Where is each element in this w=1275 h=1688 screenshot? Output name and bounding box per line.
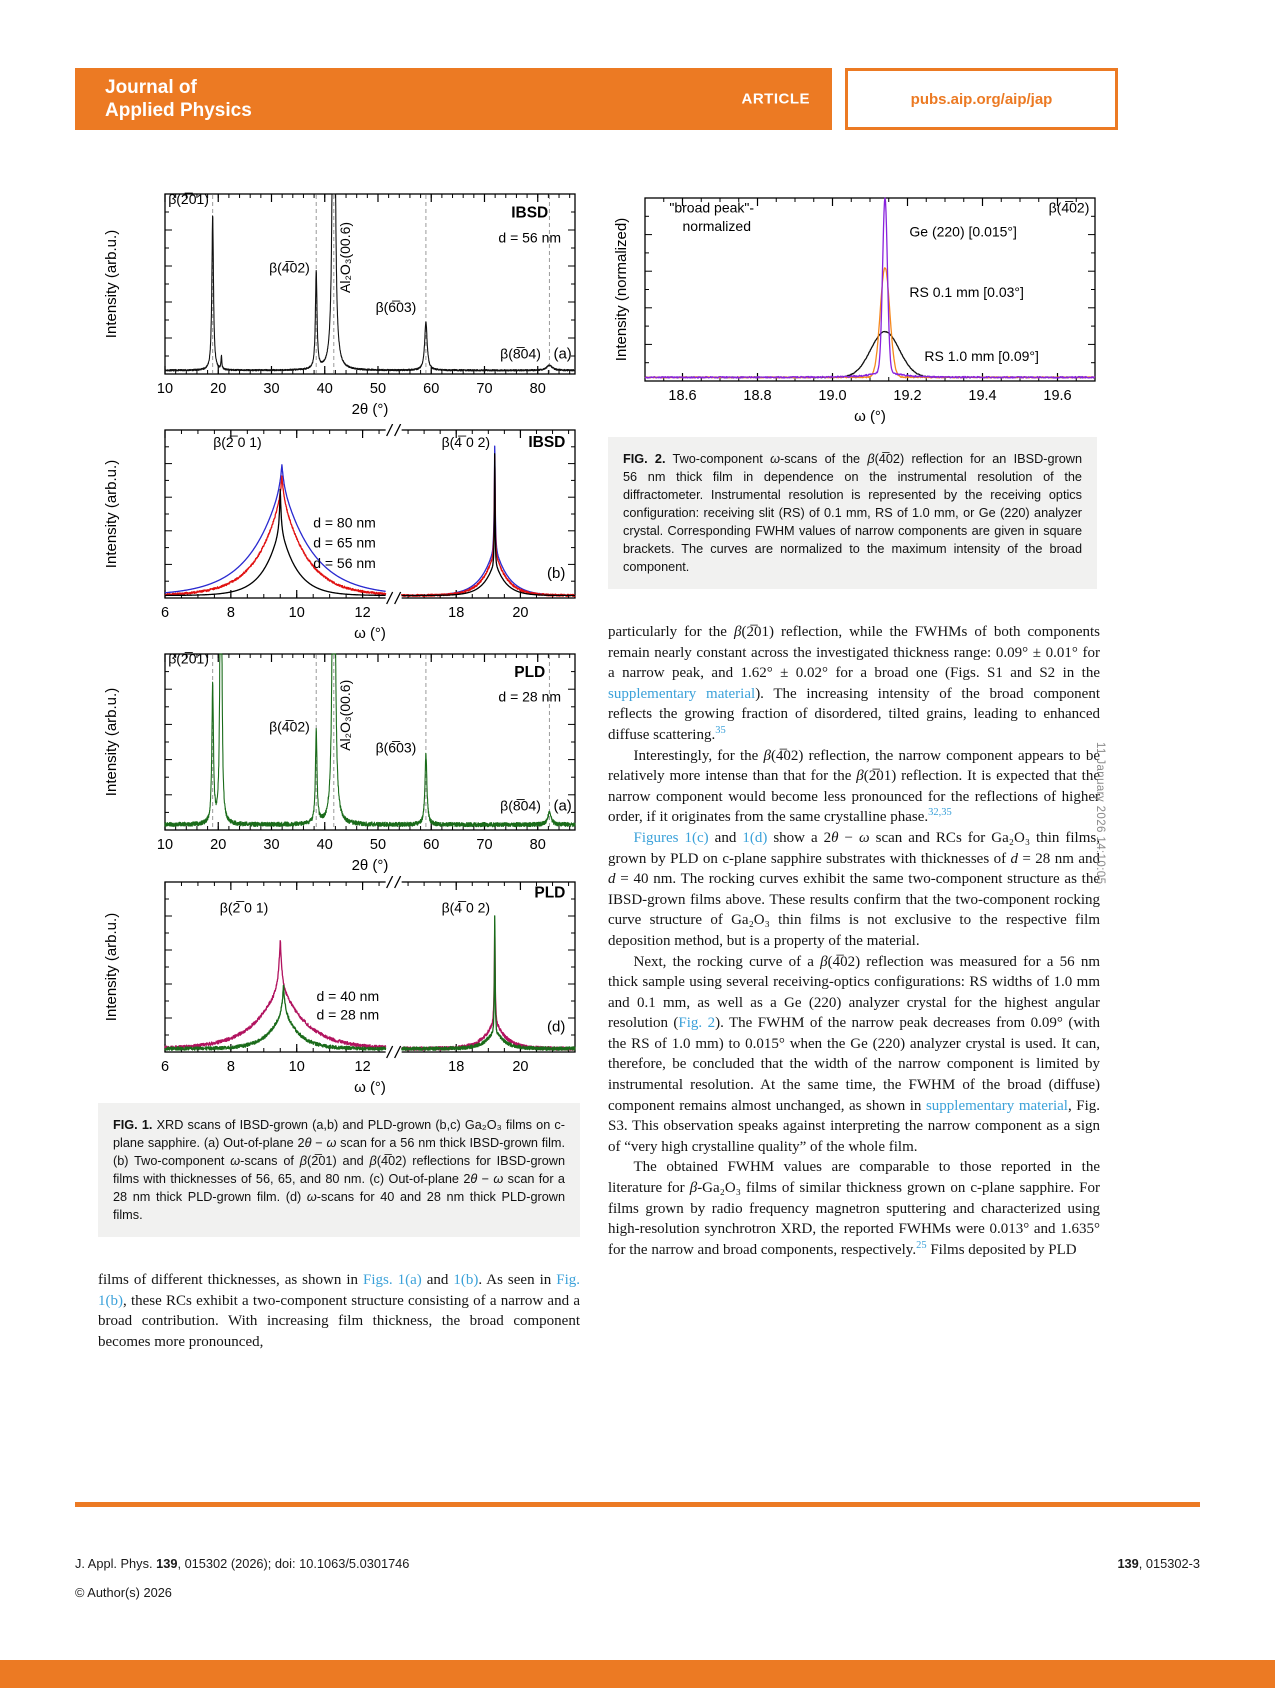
- svg-text:10: 10: [156, 837, 174, 853]
- svg-text:50: 50: [369, 837, 387, 853]
- svg-text:normalized: normalized: [682, 217, 751, 234]
- svg-text:d = 80 nm: d = 80 nm: [313, 514, 376, 531]
- right-column-text: [608, 622, 1100, 1260]
- journal-banner: [75, 68, 832, 130]
- page-number: [75, 1556, 1200, 1571]
- left-column-paragraph: [98, 1270, 580, 1352]
- text-run: = 40 nm. The rocking curves exhibit the same two-component structure as the IBSD-grown films above. These results confirm that the two-component rocking curve structure of Ga₂O₃ thin films is not exclusive to the respective film deposition method, but is a property of the material.: [608, 871, 1100, 949]
- svg-text:19.6: 19.6: [1043, 388, 1072, 404]
- fig1a-xrd-2theta-chart: [98, 188, 580, 420]
- body-paragraph: [608, 622, 1100, 746]
- svg-text:β(4̅02): β(4̅02): [269, 718, 310, 735]
- text-run: ω: [770, 452, 780, 466]
- text-run: Two-component: [665, 452, 771, 466]
- svg-text:6: 6: [160, 605, 170, 621]
- body-link[interactable]: Figs. 1(a): [363, 1272, 422, 1288]
- svg-text:2θ (°): 2θ (°): [351, 401, 389, 418]
- svg-text:(b): (b): [547, 564, 566, 582]
- svg-text:β(2̅ 0 1): β(2̅ 0 1): [213, 433, 262, 450]
- body-paragraph: [608, 746, 1100, 828]
- body-paragraph: [608, 1157, 1100, 1260]
- svg-text:80: 80: [529, 837, 546, 853]
- text-run: β: [689, 1180, 698, 1197]
- svg-text:19.4: 19.4: [968, 388, 997, 404]
- body-link[interactable]: 1(d): [742, 829, 768, 846]
- text-run: J. Appl. Phys.: [75, 1556, 157, 1571]
- svg-text:10: 10: [288, 1059, 305, 1075]
- svg-text:β(8̅04): β(8̅04): [500, 797, 541, 814]
- article-type-label: ARTICLE: [741, 90, 810, 108]
- text-run: -Ga₂O₃ films of similar thickness grown on c-plane sapphire. For films grown by radio frequency magnetron sputtering and characterized using high-resolution synchrotron XRD, the reported FWHMs were 0.013° and 1.635° for the narrow and broad components, respectively.: [608, 1180, 1100, 1258]
- text-run: ). The FWHM of the narrow peak decreases from 0.09° (with the RS of 1.0 mm) to 0.015° when the Ge (220) analyzer crystal is used. It can, therefore, be concluded that the width of the narrow component is limited by instrumental resolution. At the same time, the FWHM of the broad (diffuse) component remains almost unchanged, as shown in: [608, 1015, 1100, 1114]
- svg-text:β(4̅02): β(4̅02): [269, 259, 310, 276]
- svg-text:2θ (°): 2θ (°): [351, 857, 389, 874]
- svg-text:70: 70: [476, 837, 493, 853]
- text-run: FIG. 1.: [113, 1118, 153, 1132]
- text-run: , 015302 (2026); doi: 10.1063/5.0301746: [177, 1556, 410, 1571]
- body-link[interactable]: supplementary material: [925, 1097, 1068, 1114]
- body-link[interactable]: Fig. 2: [678, 1015, 716, 1032]
- fig1d-rocking-curve-chart: [98, 876, 580, 1098]
- text-run: θ: [831, 829, 839, 846]
- text-run: Next, the rocking curve of a: [633, 953, 821, 970]
- svg-text:50: 50: [369, 381, 387, 397]
- text-run: , Fig. S3. This observation speaks against interpreting the narrow component as a sign of “very high crystalline quality” of the whole film.: [608, 1097, 1101, 1155]
- text-run: Films deposited by PLD: [926, 1241, 1077, 1258]
- svg-text:β(2̅ 0 1): β(2̅ 0 1): [219, 899, 269, 916]
- text-run: scan for a 28 nm thick PLD-grown film. (d): [113, 1172, 565, 1205]
- fig2-caption: [608, 437, 1097, 589]
- svg-text:Intensity (arb.u.): Intensity (arb.u.): [103, 459, 120, 569]
- fig2-resolution-chart: [608, 192, 1100, 427]
- text-run: The obtained FWHM values are comparable to those reported in the literature for: [608, 1159, 1100, 1197]
- svg-text:18.8: 18.8: [743, 388, 772, 404]
- svg-text:80: 80: [529, 381, 546, 397]
- svg-text:β(2̅01): β(2̅01): [168, 650, 209, 667]
- body-link[interactable]: 1(b): [453, 1272, 479, 1288]
- text-run: films of different thicknesses, as shown in: [98, 1272, 363, 1288]
- reference-superscript[interactable]: 32,35: [928, 807, 952, 819]
- text-run: 139: [1117, 1556, 1139, 1571]
- svg-text:d = 65 nm: d = 65 nm: [313, 534, 376, 551]
- text-run: scan and RCs for Ga₂O₃ thin films, grown by PLD on c-plane sapphire substrates with thicknesses of: [608, 829, 1100, 867]
- body-paragraph: [608, 952, 1100, 1158]
- svg-text:β(4̅ 0 2): β(4̅ 0 2): [441, 433, 491, 450]
- svg-text:PLD: PLD: [534, 884, 566, 902]
- svg-text:70: 70: [476, 381, 493, 397]
- text-run: particularly for the: [608, 624, 734, 640]
- body-link[interactable]: Fig. 1(b): [98, 1272, 580, 1309]
- svg-text:40: 40: [316, 381, 333, 397]
- text-run: β: [733, 624, 742, 640]
- journal-title: [105, 77, 252, 123]
- svg-text:ω (°): ω (°): [354, 625, 386, 642]
- svg-text:d = 56 nm: d = 56 nm: [313, 554, 376, 571]
- text-run: . As seen in: [478, 1272, 557, 1288]
- copyright-line: © Author(s) 2026: [75, 1585, 172, 1600]
- text-run: -scans for 40 and 28 nm thick PLD-grown films.: [113, 1190, 565, 1223]
- svg-text:20: 20: [210, 381, 227, 397]
- svg-text:PLD: PLD: [514, 663, 546, 681]
- svg-text:"broad peak"-: "broad peak"-: [669, 199, 755, 216]
- svg-text:(a): (a): [553, 797, 572, 815]
- svg-text:Intensity (arb.u.): Intensity (arb.u.): [103, 687, 120, 797]
- text-run: (2̅01) reflection, while the FWHMs of both components remain nearly constant across the investigated thickness range: 0.09° ± 0.01° for a narrow peak, and 1.62° ± 0.02° for a broad one (Figs. S1 and S2 in the: [608, 624, 1101, 682]
- text-run: d: [608, 871, 616, 888]
- text-run: ω: [306, 1190, 317, 1205]
- text-run: (4̅02) reflection was measured for a 56 nm thick sample using several receiving-optics configurations: RS widths of 1.0 mm and 0.1 mm, as well as a Ge (220) analyzer crystal for the highest angular resolution (: [608, 953, 1100, 1032]
- text-run: (2̅01) and: [307, 1154, 370, 1169]
- svg-text:β(6̅03): β(6̅03): [375, 739, 417, 756]
- text-run: β: [867, 452, 875, 466]
- svg-text:19.2: 19.2: [893, 388, 922, 404]
- fig1b-rocking-curve-chart: [98, 424, 580, 644]
- text-run: d: [1010, 850, 1018, 867]
- svg-text:β(8̅04): β(8̅04): [500, 345, 541, 362]
- svg-text:(a): (a): [553, 345, 572, 363]
- body-paragraph: [608, 828, 1100, 952]
- svg-text:20: 20: [512, 605, 529, 621]
- text-run: θ: [470, 1172, 478, 1187]
- svg-text:40: 40: [316, 837, 333, 853]
- text-run: (4̅02) reflection, the narrow component appears to be relatively more intense than that for the: [608, 747, 1100, 785]
- svg-text:ω (°): ω (°): [854, 408, 886, 425]
- text-run: and: [421, 1272, 454, 1288]
- svg-text:Intensity (normalized): Intensity (normalized): [613, 217, 630, 362]
- svg-text:20: 20: [512, 1059, 529, 1075]
- text-run: ). The increasing intensity of the broad component reflects the growing fraction of disordered, tilted grains, leading to enhanced diffuse scattering.: [608, 685, 1100, 743]
- text-run: β: [763, 747, 771, 764]
- svg-text:8: 8: [226, 1059, 235, 1075]
- svg-text:60: 60: [423, 837, 440, 853]
- text-run: θ: [304, 1136, 312, 1151]
- svg-text:10: 10: [288, 605, 305, 621]
- svg-text:Ge (220) [0.015°]: Ge (220) [0.015°]: [909, 223, 1017, 240]
- svg-text:β(6̅03): β(6̅03): [375, 298, 417, 315]
- svg-text:19.0: 19.0: [818, 388, 847, 404]
- text-run: = 28 nm and: [1018, 850, 1100, 867]
- text-run: β: [369, 1154, 377, 1169]
- svg-text:d = 56 nm: d = 56 nm: [498, 229, 562, 246]
- svg-text:8: 8: [226, 605, 235, 621]
- journal-title-line1: Journal of: [105, 77, 197, 98]
- svg-text:β(4̅02): β(4̅02): [1048, 199, 1090, 216]
- svg-text:12: 12: [354, 1059, 371, 1075]
- svg-text:60: 60: [423, 381, 440, 397]
- text-run: -scans of the: [779, 452, 868, 466]
- svg-text:d = 28 nm: d = 28 nm: [316, 1006, 380, 1023]
- svg-text:d = 28 nm: d = 28 nm: [498, 688, 562, 705]
- svg-text:Al₂O₃(00.6): Al₂O₃(00.6): [336, 221, 353, 293]
- text-run: −: [838, 829, 860, 846]
- text-run: Interestingly, for the: [633, 747, 764, 764]
- text-run: β: [856, 768, 864, 785]
- body-link[interactable]: Figures 1(c): [633, 829, 709, 846]
- text-run: ω: [230, 1154, 241, 1169]
- body-link[interactable]: supplementary material: [608, 685, 756, 702]
- svg-text:Intensity (arb.u.): Intensity (arb.u.): [103, 912, 120, 1022]
- svg-text:12: 12: [354, 605, 371, 621]
- svg-text:18: 18: [448, 605, 465, 621]
- svg-text:18.6: 18.6: [668, 388, 697, 404]
- text-run: −: [477, 1172, 494, 1187]
- svg-text:ω (°): ω (°): [354, 1079, 386, 1096]
- download-timestamp: 11 January 2026 14:10:05: [1094, 742, 1106, 885]
- svg-text:IBSD: IBSD: [511, 204, 549, 222]
- text-run: β: [820, 953, 828, 970]
- text-run: FIG. 2.: [623, 452, 666, 466]
- footer-rule: [75, 1502, 1200, 1507]
- bottom-orange-band: [0, 1660, 1275, 1688]
- fig1c-xrd-2theta-chart: [98, 648, 580, 876]
- journal-url-link[interactable]: pubs.aip.org/aip/jap: [910, 90, 1053, 108]
- svg-text:10: 10: [156, 381, 174, 397]
- journal-title-line2: Applied Physics: [105, 99, 252, 121]
- svg-text:6: 6: [160, 1059, 170, 1075]
- svg-text:30: 30: [263, 381, 280, 397]
- text-run: β: [299, 1154, 308, 1169]
- svg-text:RS 1.0 mm [0.09°]: RS 1.0 mm [0.09°]: [924, 347, 1039, 364]
- svg-text:β(4̅ 0 2): β(4̅ 0 2): [441, 899, 491, 916]
- svg-text:20: 20: [210, 837, 227, 853]
- text-run: (4̅02) reflections for IBSD-grown films with thicknesses of 56, 65, and 80 nm. (c) Out-of-plane 2: [113, 1154, 565, 1187]
- text-run: scan for a 56 nm thick IBSD-grown film. (b) Two-component: [113, 1136, 565, 1169]
- text-run: show a 2: [767, 829, 832, 846]
- svg-text:(d): (d): [547, 1018, 566, 1036]
- reference-superscript[interactable]: 25: [916, 1239, 927, 1251]
- reference-superscript[interactable]: 35: [715, 724, 726, 736]
- svg-text:d = 40 nm: d = 40 nm: [316, 988, 380, 1004]
- svg-text:Al₂O₃(00.6): Al₂O₃(00.6): [336, 679, 353, 751]
- svg-text:30: 30: [263, 837, 280, 853]
- text-run: and: [708, 829, 743, 846]
- text-run: −: [311, 1136, 327, 1151]
- svg-text:Intensity (arb.u.): Intensity (arb.u.): [103, 229, 120, 339]
- svg-text:18: 18: [448, 1059, 465, 1075]
- text-run: ω: [493, 1172, 504, 1187]
- text-run: XRD scans of IBSD-grown (a,b) and PLD-grown (b,c) Ga₂O₃ films on c-plane sapphire. (a) Out-of-plane 2: [113, 1118, 565, 1151]
- svg-text:IBSD: IBSD: [528, 433, 566, 451]
- text-run: , 015302-3: [1138, 1556, 1200, 1571]
- svg-text:RS 0.1 mm [0.03°]: RS 0.1 mm [0.03°]: [909, 283, 1024, 300]
- text-run: , these RCs exhibit a two-component structure consisting of a narrow and a broad contribution. With increasing film thickness, the broad component becomes more pronounced,: [98, 1292, 580, 1350]
- text-run: (2̅01) reflection. It is expected that the narrow component would become less pronounced for the reflections of higher order, if it originates from the same crystalline phase.: [608, 768, 1100, 826]
- fig1-caption: [98, 1103, 580, 1237]
- text-run: ω: [859, 829, 870, 846]
- journal-url-box[interactable]: [845, 68, 1118, 130]
- text-run: (4̅02) reflection for an IBSD-grown 56 nm thick film in dependence on the instrumental resolution of the diffractometer. Instrumental resolution is represented by the receiving optics configuration: receiving slit (RS) of 0.1 mm, RS of 1.0 mm, or Ge (220) analyzer crystal. Corresponding FWHM values of narrow components are given in square brackets. The curves are normalized to the maximum intensity of the broad component.: [623, 452, 1083, 575]
- text-run: 139: [156, 1556, 178, 1571]
- text-run: -scans of: [240, 1154, 300, 1169]
- svg-text:β(2̅01): β(2̅01): [168, 190, 209, 207]
- text-run: ω: [326, 1136, 337, 1151]
